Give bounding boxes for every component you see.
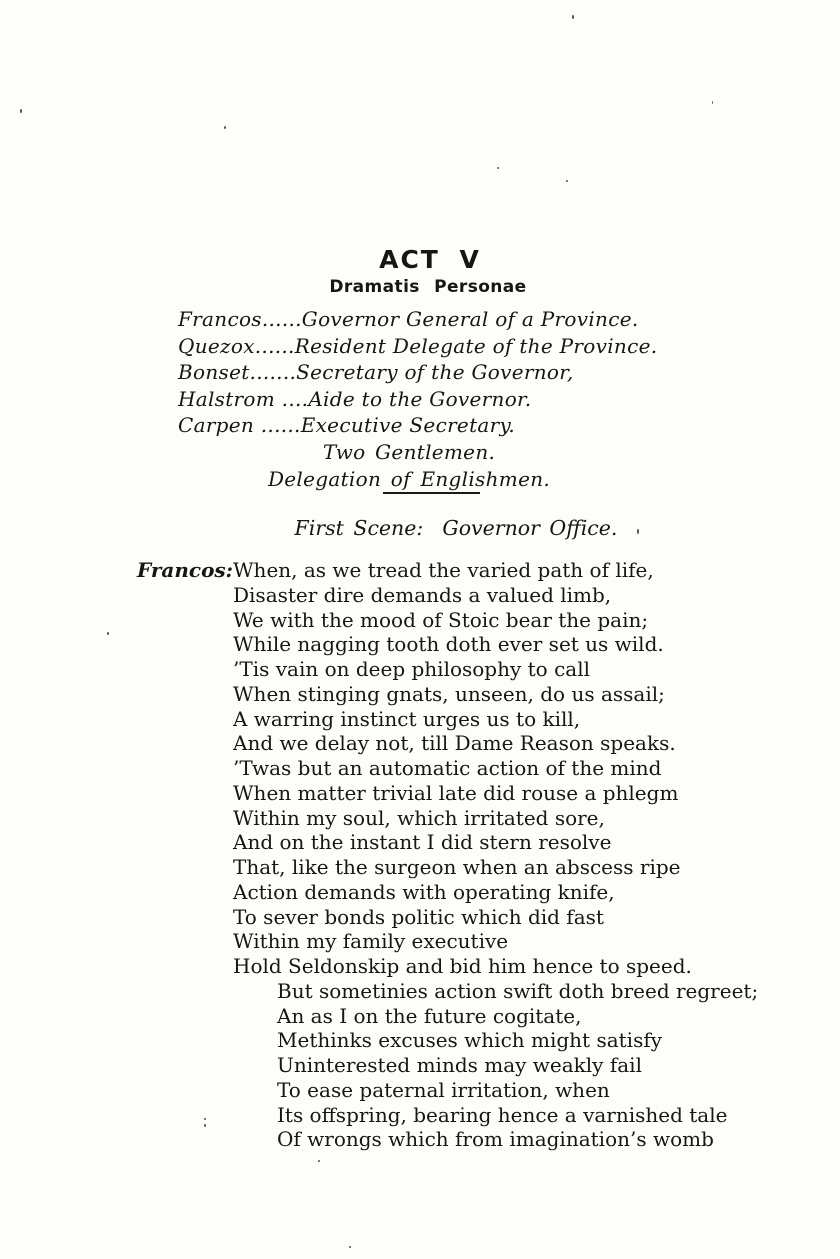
- scan-speck: [572, 15, 574, 19]
- verse-line: When, as we tread the varied path of life,: [233, 558, 654, 582]
- verse-line: Hold Seldonskip and bid him hence to speed.: [233, 954, 692, 978]
- scan-speck: [637, 529, 639, 534]
- speech-block: [233, 558, 793, 1152]
- verse-line: While nagging tooth doth ever set us wild.: [233, 632, 664, 657]
- cast-entry: Quezox......Resident Delegate of the Province.: [178, 333, 658, 358]
- scan-speck: [566, 180, 568, 182]
- scan-speck: [20, 109, 22, 113]
- act-title: ACT V: [379, 245, 481, 274]
- speaker-name: Francos:: [137, 558, 234, 582]
- verse-line-indented: An as I on the future cogitate,: [277, 1003, 582, 1028]
- cast-entry: Bonset.......Secretary of the Governor,: [178, 360, 574, 385]
- verse-line-indented: Uninterested minds may weakly fail: [277, 1053, 642, 1077]
- verse-line: ’Tis vain on deep philosophy to call: [233, 657, 591, 681]
- verse-line: That, like the surgeon when an abscess ripe: [233, 855, 681, 879]
- scene-heading: First Scene: Governor Office.: [294, 516, 618, 540]
- cast-entry-centered: Two Gentlemen.: [322, 439, 496, 464]
- verse-line: And on the instant I did stern resolve: [233, 830, 612, 855]
- cast-entry: Halstrom ....Aide to the Governor.: [178, 386, 532, 411]
- cast-entry: Carpen ......Executive Secretary.: [178, 413, 516, 438]
- verse-line: To sever bonds politic which did fast: [233, 904, 604, 929]
- verse-line: A warring instinct urges us to kill,: [233, 706, 581, 731]
- verse-line-indented: Of wrongs which from imagination’s womb: [277, 1127, 714, 1152]
- scan-speck: [204, 1118, 206, 1120]
- verse-line: And we delay not, till Dame Reason speaks.: [233, 731, 676, 756]
- dramatis-personae-heading: Dramatis Personae: [329, 277, 527, 297]
- verse-line: Within my family executive: [233, 929, 509, 954]
- verse-line-indented: Methinks excuses which might satisfy: [277, 1028, 663, 1053]
- scan-speck: [712, 101, 713, 104]
- cast-entry: Francos......Governor General of a Province.: [178, 307, 639, 331]
- verse-line: When matter trivial late did rouse a phlegm: [233, 780, 679, 805]
- verse-line-indented: But sometinies action swift doth breed regreet;: [277, 978, 759, 1003]
- verse-line-indented: To ease paternal irritation, when: [277, 1077, 610, 1102]
- verse-line: Action demands with operating knife,: [233, 879, 615, 904]
- verse-line: ’Twas but an automatic action of the mind: [233, 756, 662, 780]
- verse-line: Disaster dire demands a valued limb,: [233, 582, 612, 607]
- scan-speck: [224, 126, 226, 129]
- scan-speck: [349, 1246, 351, 1248]
- cast-entry-centered: Delegation of Englishmen.: [267, 466, 551, 491]
- scan-speck: [204, 1124, 206, 1127]
- verse-line: Within my soul, which irritated sore,: [233, 805, 605, 830]
- section-divider-rule: [383, 492, 480, 494]
- verse-line: We with the mood of Stoic bear the pain;: [233, 607, 649, 632]
- scan-speck: [497, 167, 499, 169]
- scan-speck: [107, 632, 109, 635]
- cast-list: [178, 306, 660, 492]
- verse-line: When stinging gnats, unseen, do us assail;: [233, 681, 665, 706]
- scan-speck: [318, 1160, 320, 1162]
- verse-line-indented: Its offspring, bearing hence a varnished tale: [277, 1102, 728, 1127]
